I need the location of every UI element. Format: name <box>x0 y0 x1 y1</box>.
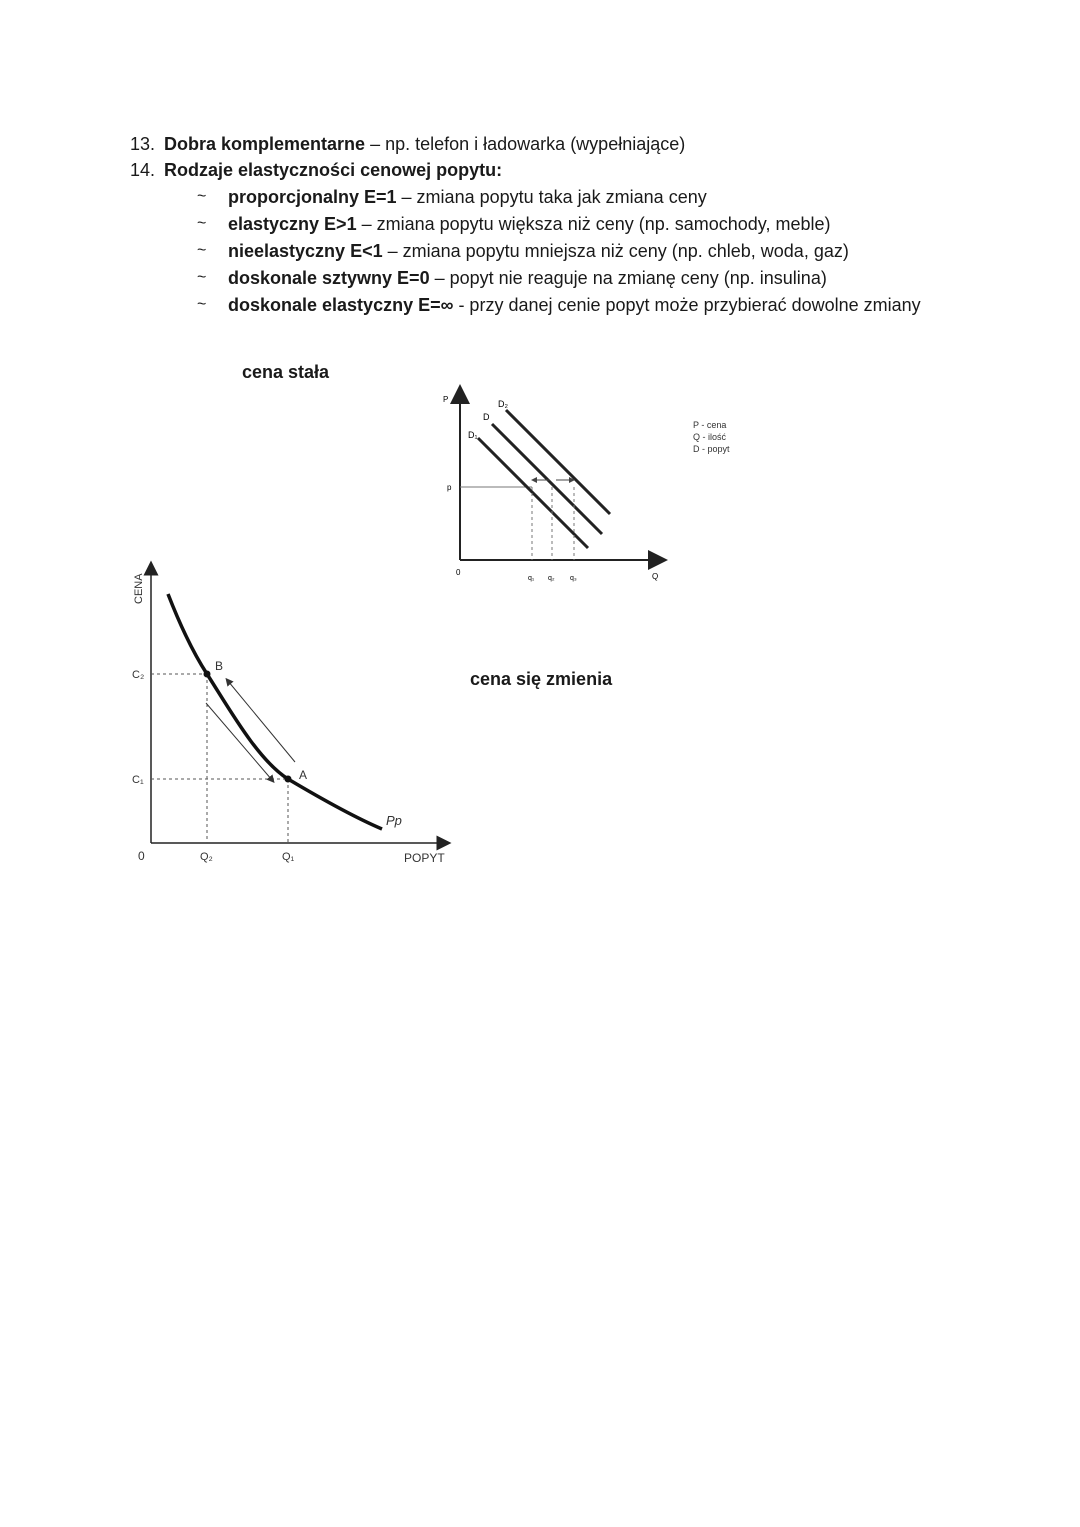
point-a <box>285 776 292 783</box>
quantity-label-q2: q₂ <box>548 575 555 582</box>
demand-curve-d <box>492 424 602 534</box>
axis-label-q: Q <box>652 572 659 581</box>
price-label-c1: C₁ <box>132 774 144 786</box>
sub-item-text: – zmiana popytu mniejsza niż ceny (np. chleb, woda, gaz) <box>382 241 849 261</box>
demand-shift-graph <box>440 380 680 590</box>
origin-label: 0 <box>456 568 461 577</box>
movement-arrow-down <box>206 703 272 780</box>
caption-fixed-price: cena stała <box>242 362 330 382</box>
sub-item-inelastic <box>228 240 849 262</box>
curve-label-d2: D₂ <box>498 399 508 409</box>
list-item-13 <box>130 133 685 155</box>
sub-item-text: – zmiana popytu większa niż ceny (np. samochody, meble) <box>356 214 831 234</box>
list-number: 14. <box>130 160 156 180</box>
sub-item-title: elastyczny E>1 <box>228 214 357 234</box>
sub-item-text: – popyt nie reaguje na zmianę ceny (np. insulina) <box>429 268 827 288</box>
point-label-a: A <box>299 768 308 782</box>
sub-item-proportional <box>228 186 707 208</box>
bullet-marker: ~ <box>197 269 207 286</box>
sub-item-title: doskonale elastyczny E=∞ <box>228 295 454 315</box>
point-label-b: B <box>215 659 224 673</box>
bullet-marker: ~ <box>197 242 207 259</box>
list-item-title: Rodzaje elastyczności cenowej popytu: <box>164 160 503 180</box>
quantity-label-q1: q₁ <box>528 575 535 582</box>
legend-item-p: P - cena <box>693 420 727 430</box>
bullet-marker: ~ <box>197 215 207 232</box>
quantity-label-q2: Q₂ <box>200 851 213 863</box>
list-number: 13. <box>130 134 156 154</box>
sub-item-title: nieelastyczny E<1 <box>228 241 383 261</box>
axis-label-popyt: POPYT <box>404 851 445 865</box>
sub-item-title: proporcjonalny E=1 <box>228 187 397 207</box>
sub-item-perfectly-inelastic <box>228 267 827 289</box>
sub-item-text: – zmiana popytu taka jak zmiana ceny <box>396 187 707 207</box>
demand-curve-d1 <box>478 438 588 548</box>
price-label-c2: C₂ <box>132 669 145 681</box>
curve-label-d1: D₁ <box>468 430 478 440</box>
bullet-marker: ~ <box>197 188 207 205</box>
legend-item-q: Q - ilość <box>693 432 727 442</box>
quantity-label-q3: q₃ <box>570 575 577 582</box>
curve-label-d: D <box>483 412 490 422</box>
demand-curve-d2 <box>506 410 610 514</box>
origin-label: 0 <box>138 849 145 863</box>
point-b <box>204 671 211 678</box>
demand-movement-graph <box>120 560 460 880</box>
list-item-14 <box>130 159 502 181</box>
list-item-title: Dobra komplementarne <box>164 134 366 154</box>
list-item-text: – np. telefon i ładowarka (wypełniające) <box>365 134 686 154</box>
price-level-label: p <box>447 483 452 492</box>
caption-changing-price: cena się zmienia <box>470 669 613 689</box>
sub-item-elastic <box>228 213 830 235</box>
sub-item-perfectly-elastic <box>228 294 921 316</box>
sub-item-text: - przy danej cenie popyt może przybierać dowolne zmiany <box>453 295 921 315</box>
sub-item-title: doskonale sztywny E=0 <box>228 268 430 288</box>
quantity-label-q1: Q₁ <box>282 851 295 863</box>
demand-curve-pp <box>168 594 382 829</box>
bullet-marker: ~ <box>197 296 207 313</box>
axis-label-cena: CENA <box>133 573 145 604</box>
graph-legend <box>690 418 770 458</box>
curve-label-pp: Pp <box>386 813 402 828</box>
axis-label-p: P <box>443 395 449 404</box>
legend-item-d: D - popyt <box>693 444 730 454</box>
